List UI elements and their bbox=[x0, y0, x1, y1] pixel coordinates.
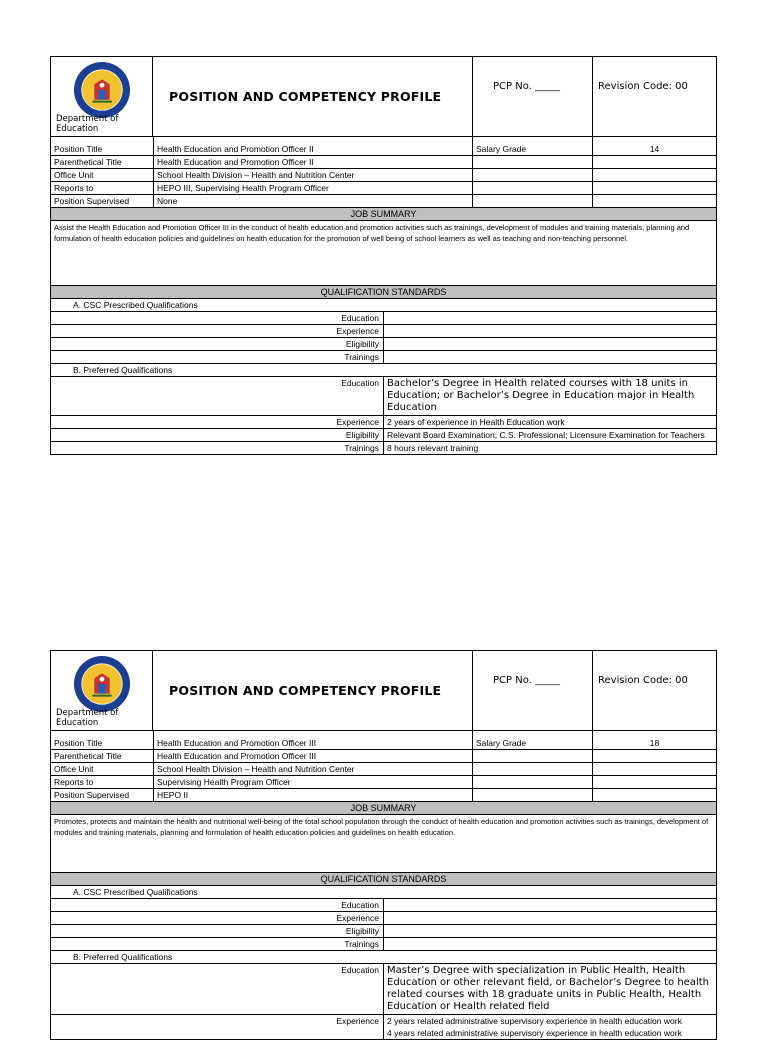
info-label: Position Title bbox=[51, 731, 154, 750]
info-extra-value bbox=[593, 750, 717, 763]
info-value: Health Education and Promotion Officer III bbox=[154, 731, 473, 750]
info-extra-label bbox=[473, 789, 593, 802]
info-value: HEPO II bbox=[154, 789, 473, 802]
department-name: Department of Education bbox=[56, 708, 119, 728]
info-label: Reports to bbox=[51, 776, 154, 789]
table-row bbox=[51, 912, 717, 925]
table-row bbox=[51, 377, 717, 416]
table-row bbox=[51, 925, 717, 938]
qualification-value: 8 hours relevant training bbox=[384, 442, 717, 455]
info-extra-value bbox=[593, 789, 717, 802]
table-row bbox=[51, 1015, 717, 1040]
qualification-label: Education bbox=[51, 964, 384, 1015]
info-extra-label bbox=[473, 750, 593, 763]
qualification-label: Experience bbox=[51, 1015, 384, 1040]
info-label: Position Supervised bbox=[51, 195, 154, 208]
salary-grade-value: 14 bbox=[593, 137, 717, 156]
info-extra-value bbox=[593, 763, 717, 776]
salary-grade-label: Salary Grade bbox=[473, 731, 593, 750]
qualification-value: Relevant Board Examination; C.S. Professional; Licensure Examination for Teachers bbox=[384, 429, 717, 442]
info-label: Position Title bbox=[51, 137, 154, 156]
csc-qualifications-heading: A. CSC Prescribed Qualifications bbox=[51, 886, 717, 899]
pcp-number: PCP No. _____ bbox=[473, 57, 593, 136]
info-extra-label bbox=[473, 195, 593, 208]
form-title: POSITION AND COMPETENCY PROFILE bbox=[169, 89, 442, 104]
table-row bbox=[51, 964, 717, 1015]
salary-grade-label: Salary Grade bbox=[473, 137, 593, 156]
qualification-label: Eligibility bbox=[51, 338, 384, 351]
logo-cell bbox=[51, 57, 153, 136]
position-info-table bbox=[50, 137, 717, 208]
qualification-label: Trainings bbox=[51, 351, 384, 364]
table-row bbox=[51, 429, 717, 442]
qualification-value: 2 years related administrative supervisory experience in health education work bbox=[387, 1016, 682, 1026]
info-extra-value bbox=[593, 776, 717, 789]
department-name: Department of Education bbox=[56, 114, 119, 134]
table-row bbox=[51, 299, 717, 312]
info-extra-label bbox=[473, 182, 593, 195]
form-header bbox=[50, 650, 717, 731]
deped-seal-icon bbox=[73, 655, 131, 713]
qualification-label: Education bbox=[51, 312, 384, 325]
table-row bbox=[51, 938, 717, 951]
table-row bbox=[51, 325, 717, 338]
info-value: Supervising Health Program Officer bbox=[154, 776, 473, 789]
table-row bbox=[51, 182, 717, 195]
qualification-value bbox=[384, 938, 717, 951]
qualification-value bbox=[384, 338, 717, 351]
form-title: POSITION AND COMPETENCY PROFILE bbox=[169, 683, 442, 698]
title-cell bbox=[153, 57, 473, 136]
qualification-value bbox=[384, 899, 717, 912]
qualification-label: Trainings bbox=[51, 938, 384, 951]
info-value: School Health Division – Health and Nutrition Center bbox=[154, 763, 473, 776]
table-row bbox=[51, 195, 717, 208]
revision-code: Revision Code: 00 bbox=[598, 675, 688, 686]
csc-qualifications-heading: A. CSC Prescribed Qualifications bbox=[51, 299, 717, 312]
position-info-table bbox=[50, 731, 717, 802]
pcp-number: PCP No. _____ bbox=[473, 651, 593, 730]
qualifications-table bbox=[50, 299, 717, 455]
qualification-standards-heading: QUALIFICATION STANDARDS bbox=[50, 873, 717, 886]
qualifications-table bbox=[50, 886, 717, 1040]
revision-code: Revision Code: 00 bbox=[598, 81, 688, 92]
info-value: School Health Division – Health and Nutrition Center bbox=[154, 169, 473, 182]
info-extra-label bbox=[473, 169, 593, 182]
table-row bbox=[51, 731, 717, 750]
table-row bbox=[51, 750, 717, 763]
table-row bbox=[51, 789, 717, 802]
info-extra-label bbox=[473, 776, 593, 789]
qualification-label: Experience bbox=[51, 912, 384, 925]
qualification-label: Eligibility bbox=[51, 429, 384, 442]
qualification-value-group bbox=[384, 1015, 717, 1040]
info-extra-label bbox=[473, 763, 593, 776]
qualification-label: Education bbox=[51, 377, 384, 416]
info-label: Reports to bbox=[51, 182, 154, 195]
info-extra-label bbox=[473, 156, 593, 169]
qualification-label: Education bbox=[51, 899, 384, 912]
competency-profile-form-1 bbox=[50, 56, 717, 455]
qualification-value: Bachelor’s Degree in Health related courses with 18 units in Education; or Bachelor’s Degree in Education major in Health Education bbox=[384, 377, 717, 416]
table-row bbox=[51, 169, 717, 182]
table-row bbox=[51, 312, 717, 325]
qualification-value bbox=[384, 351, 717, 364]
job-summary-heading: JOB SUMMARY bbox=[50, 802, 717, 815]
job-summary-text: Promotes, protects and maintain the health and nutritional well-being of the total school population through the conduct of health education and promotion activities such as trainings, development of modules and training materials, planning and formulation of health education policies and guidelines on health education. bbox=[50, 815, 717, 873]
qualification-value bbox=[384, 325, 717, 338]
salary-grade-value: 18 bbox=[593, 731, 717, 750]
job-summary-text: Assist the Health Education and Promotion Officer III in the conduct of health education and promotion activities such as trainings, development of modules and training materials, planning and formulation of health education policies and guidelines on health education for the promotion of well being of school learners as well as teaching and non-teaching personnel. bbox=[50, 221, 717, 286]
info-value: HEPO III, Supervising Health Program Officer bbox=[154, 182, 473, 195]
table-row bbox=[51, 416, 717, 429]
table-row bbox=[51, 338, 717, 351]
info-extra-value bbox=[593, 169, 717, 182]
table-row bbox=[51, 951, 717, 964]
info-label: Parenthetical Title bbox=[51, 156, 154, 169]
qualification-value: 2 years of experience in Health Education work bbox=[384, 416, 717, 429]
preferred-qualifications-heading: B. Preferred Qualifications bbox=[51, 364, 717, 377]
logo-cell bbox=[51, 651, 153, 730]
info-extra-value bbox=[593, 182, 717, 195]
table-row bbox=[51, 351, 717, 364]
qualification-value bbox=[384, 912, 717, 925]
info-label: Position Supervised bbox=[51, 789, 154, 802]
info-value: None bbox=[154, 195, 473, 208]
info-label: Office Unit bbox=[51, 763, 154, 776]
info-extra-value bbox=[593, 195, 717, 208]
title-cell bbox=[153, 651, 473, 730]
table-row bbox=[51, 776, 717, 789]
info-label: Office Unit bbox=[51, 169, 154, 182]
info-value: Health Education and Promotion Officer III bbox=[154, 750, 473, 763]
info-value: Health Education and Promotion Officer II bbox=[154, 156, 473, 169]
info-label: Parenthetical Title bbox=[51, 750, 154, 763]
qualification-value: Master’s Degree with specialization in Public Health, Health Education or other relevant field, or Bachelor’s Degree to health related courses with 18 graduate units in Public Health, Health Education or Health related field bbox=[384, 964, 717, 1015]
competency-profile-form-2 bbox=[50, 650, 717, 1040]
table-row bbox=[51, 899, 717, 912]
table-row bbox=[51, 364, 717, 377]
table-row bbox=[51, 763, 717, 776]
table-row bbox=[51, 137, 717, 156]
table-row bbox=[51, 442, 717, 455]
info-value: Health Education and Promotion Officer II bbox=[154, 137, 473, 156]
job-summary-heading: JOB SUMMARY bbox=[50, 208, 717, 221]
preferred-qualifications-heading: B. Preferred Qualifications bbox=[51, 951, 717, 964]
table-row bbox=[51, 156, 717, 169]
qualification-value bbox=[384, 925, 717, 938]
qualification-label: Eligibility bbox=[51, 925, 384, 938]
qualification-value-alt: 4 years related administrative supervisory experience in health education work bbox=[387, 1028, 682, 1038]
deped-seal-icon bbox=[73, 61, 131, 119]
form-header bbox=[50, 56, 717, 137]
qualification-standards-heading: QUALIFICATION STANDARDS bbox=[50, 286, 717, 299]
qualification-value bbox=[384, 312, 717, 325]
info-extra-value bbox=[593, 156, 717, 169]
qualification-label: Experience bbox=[51, 416, 384, 429]
qualification-label: Trainings bbox=[51, 442, 384, 455]
qualification-label: Experience bbox=[51, 325, 384, 338]
table-row bbox=[51, 886, 717, 899]
